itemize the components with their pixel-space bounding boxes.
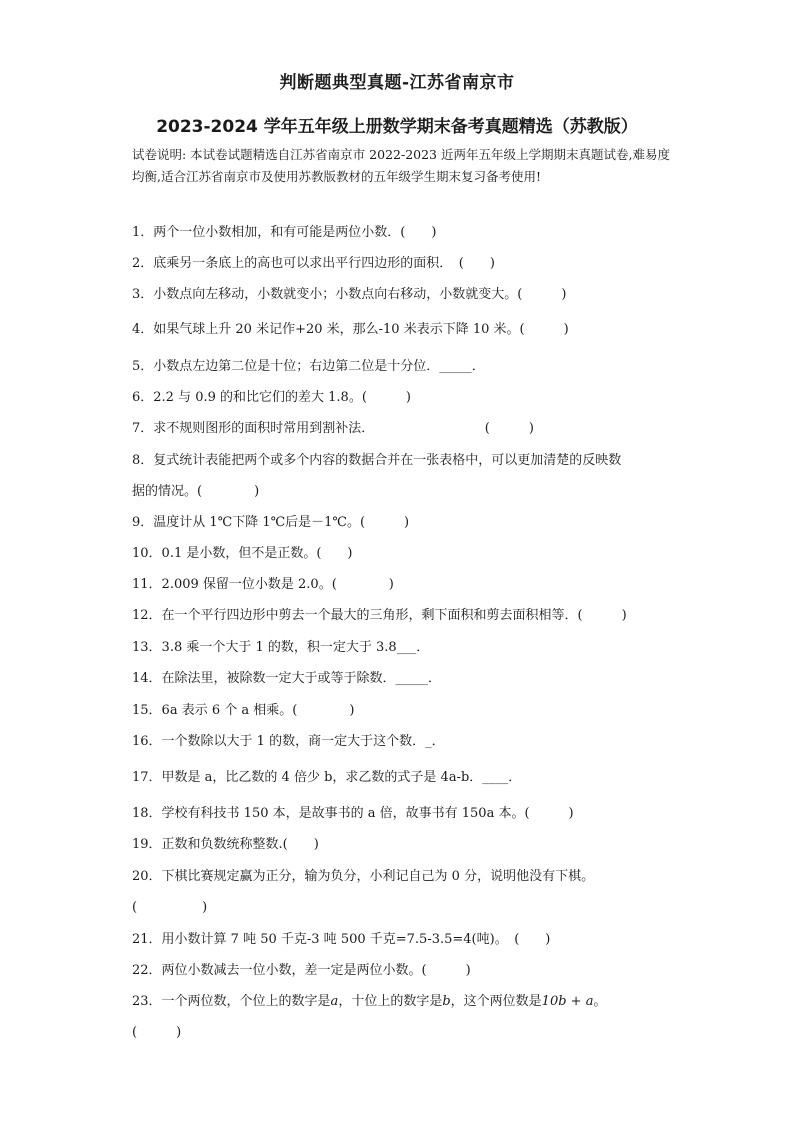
question-23-part-b: ，十位上的数字是 xyxy=(338,994,443,1009)
page-subtitle: 2023-2024 学年五年级上册数学期末备考真题精选（苏教版） xyxy=(156,117,638,137)
question-18: 18．学校有科技书 150 本，是故事书的 a 倍，故事书有 150a 本。( ) xyxy=(132,806,574,821)
exam-description: 试卷说明: 本试卷试题精选自江苏省南京市 2022-2023 近两年五年级上学期期末真题试卷,难易度均衡,适合江苏省南京市及使用苏教版教材的五年级学生期末复习备考使用! xyxy=(132,147,670,184)
question-23 xyxy=(132,994,692,1041)
question-8 xyxy=(132,453,692,500)
question-23-var-b: b xyxy=(442,994,451,1009)
question-14: 14．在除法里，被除数一定大于或等于除数．_____． xyxy=(132,671,442,686)
question-19: 19．正数和负数统称整数.( ) xyxy=(132,837,319,852)
question-20 xyxy=(132,869,692,916)
question-23-part-a: 23．一个两位数，个位上的数字是 xyxy=(132,994,331,1009)
question-23-end: 。 xyxy=(593,994,607,1009)
question-5: 5．小数点左边第二位是十位；右边第二位是十分位．_____． xyxy=(132,359,485,374)
question-22: 22．两位小数减去一位小数，差一定是两位小数。( ) xyxy=(132,963,471,978)
question-23-var-a: a xyxy=(330,994,339,1009)
question-2: 2．底乘另一条底上的高也可以求出平行四边形的面积． ( ) xyxy=(132,256,495,271)
question-15: 15．6a 表示 6 个 a 相乘。( ) xyxy=(132,703,355,718)
question-10: 10．0.1 是小数，但不是正数。( ) xyxy=(132,546,353,561)
question-16: 16．一个数除以大于 1 的数，商一定大于这个数．_． xyxy=(132,734,445,749)
question-8-line-1: 8．复式统计表能把两个或多个内容的数据合并在一张表格中，可以更加清楚的反映数 xyxy=(132,453,622,468)
page-title: 判断题典型真题-江苏省南京市 xyxy=(279,73,515,93)
question-3: 3．小数点向左移动，小数就变小；小数点向右移动，小数就变大。( ) xyxy=(132,287,567,302)
question-23-part-c: ，这个两位数是 xyxy=(450,994,542,1009)
question-12: 12．在一个平行四边形中剪去一个最大的三角形，剩下面积和剪去面积相等．( ) xyxy=(132,608,627,623)
question-6: 6．2.2 与 0.9 的和比它们的差大 1.8。( ) xyxy=(132,390,411,405)
question-4: 4．如果气球上升 20 米记作+20 米，那么-10 米表示下降 10 米。( ) xyxy=(132,322,569,337)
question-17: 17．甲数是 a，比乙数的 4 倍少 b，求乙数的式子是 4a-b．____． xyxy=(132,770,522,785)
question-9: 9．温度计从 1℃下降 1℃后是－1℃。( ) xyxy=(132,515,410,530)
question-7: 7．求不规则图形的面积时常用到割补法． ( ) xyxy=(132,421,534,436)
question-8-line-2: 据的情况。( ) xyxy=(132,484,260,499)
question-11: 11．2.009 保留一位小数是 2.0。( ) xyxy=(132,577,394,592)
question-1: 1．两个一位小数相加，和有可能是两位小数．( ) xyxy=(132,225,437,240)
question-20-line-1: 20．下棋比赛规定赢为正分，输为负分，小利记自己为 0 分，说明他没有下棋。 xyxy=(132,869,595,884)
question-20-line-2: ( ) xyxy=(132,900,208,915)
question-23-expression: 10b + a xyxy=(541,994,594,1009)
question-13: 13．3.8 乘一个大于 1 的数，积一定大于 3.8___． xyxy=(132,640,430,655)
question-23-line-2: ( ) xyxy=(132,1025,182,1040)
question-21: 21．用小数计算 7 吨 50 千克-3 吨 500 千克=7.5-3.5=4(吨)。 ( ) xyxy=(132,932,551,947)
